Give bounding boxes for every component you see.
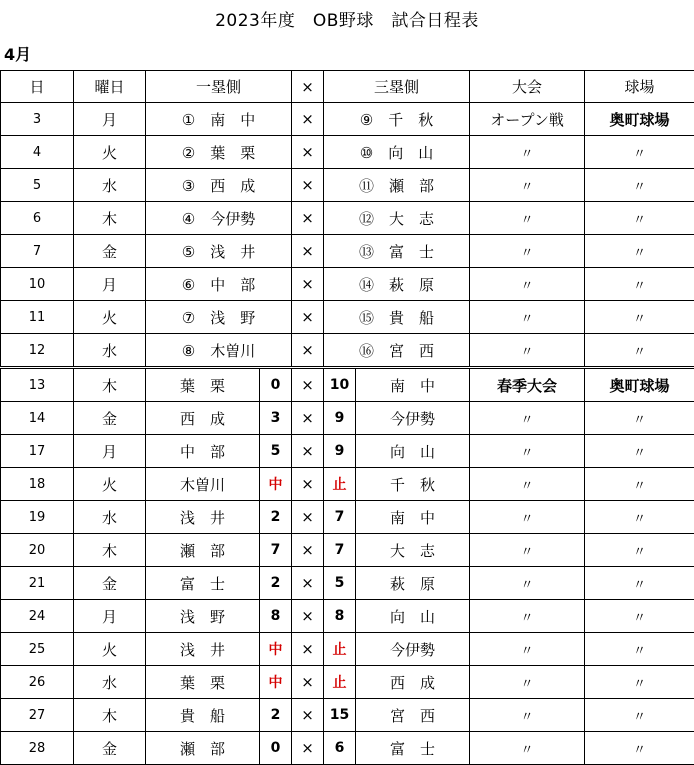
bracket-row	[1, 103, 694, 136]
first-base-score: 0	[260, 732, 292, 765]
first-base-score: 2	[260, 699, 292, 732]
weekday-cell: 月	[74, 435, 146, 468]
stadium-cell: 〃	[585, 699, 694, 732]
vs-mark: ×	[292, 699, 324, 732]
third-base-team: 西 成	[356, 666, 470, 699]
first-base-team: ③ 西 成	[146, 169, 292, 202]
third-base-score: 7	[324, 534, 356, 567]
day-cell: 19	[1, 501, 74, 534]
tournament-cell: 〃	[470, 301, 585, 334]
day-cell: 18	[1, 468, 74, 501]
page-title: 2023年度 OB野球 試合日程表	[0, 6, 694, 31]
first-base-score: 中	[260, 666, 292, 699]
vs-mark: ×	[292, 468, 324, 501]
stadium-cell: 〃	[585, 334, 694, 368]
stadium-cell: 〃	[585, 136, 694, 169]
bracket-row	[1, 301, 694, 334]
day-cell: 4	[1, 136, 74, 169]
header-day: 日	[1, 71, 74, 103]
third-base-score: 5	[324, 567, 356, 600]
first-base-score: 中	[260, 468, 292, 501]
first-base-score: 8	[260, 600, 292, 633]
tournament-cell: 〃	[470, 169, 585, 202]
first-base-team: 瀬 部	[146, 732, 260, 765]
vs-mark: ×	[292, 136, 324, 169]
third-base-team: ⑮ 貴 船	[324, 301, 470, 334]
third-base-team: 富 士	[356, 732, 470, 765]
month-label: 4月	[4, 42, 31, 65]
tournament-cell: 〃	[470, 600, 585, 633]
weekday-cell: 火	[74, 633, 146, 666]
stadium-cell: 〃	[585, 633, 694, 666]
day-cell: 24	[1, 600, 74, 633]
result-row	[1, 732, 694, 765]
weekday-cell: 金	[74, 402, 146, 435]
weekday-cell: 木	[74, 534, 146, 567]
third-base-score: 15	[324, 699, 356, 732]
weekday-cell: 金	[74, 732, 146, 765]
tournament-cell: オープン戦	[470, 103, 585, 136]
weekday-cell: 水	[74, 501, 146, 534]
stadium-cell: 〃	[585, 468, 694, 501]
stadium-cell: 〃	[585, 402, 694, 435]
third-base-team: 向 山	[356, 600, 470, 633]
third-base-score: 6	[324, 732, 356, 765]
day-cell: 13	[1, 368, 74, 402]
day-cell: 21	[1, 567, 74, 600]
stadium-cell: 〃	[585, 202, 694, 235]
tournament-cell: 〃	[470, 567, 585, 600]
result-row	[1, 468, 694, 501]
stadium-cell: 〃	[585, 435, 694, 468]
tournament-cell: 〃	[470, 334, 585, 368]
schedule-table	[0, 70, 694, 765]
third-base-team: 宮 西	[356, 699, 470, 732]
tournament-cell: 〃	[470, 268, 585, 301]
vs-mark: ×	[292, 301, 324, 334]
weekday-cell: 水	[74, 666, 146, 699]
first-base-team: ⑧ 木曽川	[146, 334, 292, 368]
result-row	[1, 402, 694, 435]
bracket-row	[1, 202, 694, 235]
first-base-score: 2	[260, 567, 292, 600]
result-row	[1, 435, 694, 468]
stadium-cell: 奥町球場	[585, 368, 694, 402]
third-base-team: 大 志	[356, 534, 470, 567]
weekday-cell: 月	[74, 600, 146, 633]
third-base-team: ⑯ 宮 西	[324, 334, 470, 368]
vs-mark: ×	[292, 402, 324, 435]
first-base-team: ④ 今伊勢	[146, 202, 292, 235]
first-base-team: 貴 船	[146, 699, 260, 732]
third-base-score: 10	[324, 368, 356, 402]
header-row	[1, 71, 694, 103]
header-vs: ×	[292, 71, 324, 103]
vs-mark: ×	[292, 666, 324, 699]
header-tournament: 大会	[470, 71, 585, 103]
weekday-cell: 火	[74, 468, 146, 501]
first-base-team: 浅 井	[146, 633, 260, 666]
first-base-score: 0	[260, 368, 292, 402]
third-base-team: 千 秋	[356, 468, 470, 501]
weekday-cell: 月	[74, 103, 146, 136]
weekday-cell: 木	[74, 202, 146, 235]
stadium-cell: 〃	[585, 534, 694, 567]
schedule-body	[1, 103, 694, 765]
third-base-team: 南 中	[356, 368, 470, 402]
weekday-cell: 月	[74, 268, 146, 301]
header-first-base: 一塁側	[146, 71, 292, 103]
result-row	[1, 501, 694, 534]
header-weekday: 曜日	[74, 71, 146, 103]
day-cell: 7	[1, 235, 74, 268]
first-base-team: 瀬 部	[146, 534, 260, 567]
vs-mark: ×	[292, 103, 324, 136]
result-row	[1, 633, 694, 666]
stadium-cell: 〃	[585, 268, 694, 301]
vs-mark: ×	[292, 633, 324, 666]
first-base-team: 西 成	[146, 402, 260, 435]
third-base-team: ⑭ 萩 原	[324, 268, 470, 301]
third-base-team: 今伊勢	[356, 633, 470, 666]
third-base-score: 9	[324, 435, 356, 468]
bracket-row	[1, 136, 694, 169]
tournament-cell: 〃	[470, 235, 585, 268]
third-base-team: ⑩ 向 山	[324, 136, 470, 169]
third-base-score: 止	[324, 633, 356, 666]
day-cell: 6	[1, 202, 74, 235]
first-base-score: 3	[260, 402, 292, 435]
vs-mark: ×	[292, 334, 324, 368]
weekday-cell: 火	[74, 301, 146, 334]
tournament-cell: 〃	[470, 666, 585, 699]
tournament-cell: 〃	[470, 202, 585, 235]
header-third-base: 三塁側	[324, 71, 470, 103]
day-cell: 25	[1, 633, 74, 666]
third-base-score: 8	[324, 600, 356, 633]
day-cell: 11	[1, 301, 74, 334]
first-base-team: ⑥ 中 部	[146, 268, 292, 301]
stadium-cell: 〃	[585, 169, 694, 202]
result-row	[1, 368, 694, 402]
first-base-team: 浅 井	[146, 501, 260, 534]
day-cell: 20	[1, 534, 74, 567]
weekday-cell: 金	[74, 567, 146, 600]
third-base-team: 萩 原	[356, 567, 470, 600]
weekday-cell: 金	[74, 235, 146, 268]
vs-mark: ×	[292, 534, 324, 567]
weekday-cell: 木	[74, 699, 146, 732]
third-base-score: 止	[324, 468, 356, 501]
tournament-cell: 〃	[470, 501, 585, 534]
stadium-cell: 〃	[585, 732, 694, 765]
first-base-team: 富 士	[146, 567, 260, 600]
day-cell: 26	[1, 666, 74, 699]
day-cell: 12	[1, 334, 74, 368]
first-base-team: 木曽川	[146, 468, 260, 501]
weekday-cell: 木	[74, 368, 146, 402]
day-cell: 14	[1, 402, 74, 435]
vs-mark: ×	[292, 732, 324, 765]
tournament-cell: 〃	[470, 633, 585, 666]
third-base-team: ⑪ 瀬 部	[324, 169, 470, 202]
first-base-team: 葉 栗	[146, 368, 260, 402]
bracket-row	[1, 334, 694, 368]
vs-mark: ×	[292, 368, 324, 402]
result-row	[1, 699, 694, 732]
tournament-cell: 〃	[470, 732, 585, 765]
first-base-team: 浅 野	[146, 600, 260, 633]
third-base-score: 止	[324, 666, 356, 699]
weekday-cell: 水	[74, 169, 146, 202]
tournament-cell: 〃	[470, 435, 585, 468]
stadium-cell: 〃	[585, 567, 694, 600]
first-base-team: ⑤ 浅 井	[146, 235, 292, 268]
bracket-row	[1, 235, 694, 268]
third-base-team: 南 中	[356, 501, 470, 534]
first-base-score: 2	[260, 501, 292, 534]
vs-mark: ×	[292, 268, 324, 301]
vs-mark: ×	[292, 202, 324, 235]
day-cell: 3	[1, 103, 74, 136]
third-base-team: 向 山	[356, 435, 470, 468]
third-base-score: 7	[324, 501, 356, 534]
vs-mark: ×	[292, 567, 324, 600]
stadium-cell: 〃	[585, 301, 694, 334]
vs-mark: ×	[292, 600, 324, 633]
tournament-cell: 〃	[470, 136, 585, 169]
result-row	[1, 534, 694, 567]
third-base-team: ⑨ 千 秋	[324, 103, 470, 136]
third-base-score: 9	[324, 402, 356, 435]
day-cell: 17	[1, 435, 74, 468]
stadium-cell: 奥町球場	[585, 103, 694, 136]
stadium-cell: 〃	[585, 600, 694, 633]
third-base-team: 今伊勢	[356, 402, 470, 435]
weekday-cell: 火	[74, 136, 146, 169]
weekday-cell: 水	[74, 334, 146, 368]
vs-mark: ×	[292, 235, 324, 268]
tournament-cell: 〃	[470, 534, 585, 567]
header-stadium: 球場	[585, 71, 694, 103]
bracket-row	[1, 268, 694, 301]
vs-mark: ×	[292, 435, 324, 468]
result-row	[1, 567, 694, 600]
vs-mark: ×	[292, 501, 324, 534]
first-base-score: 5	[260, 435, 292, 468]
third-base-team: ⑫ 大 志	[324, 202, 470, 235]
stadium-cell: 〃	[585, 235, 694, 268]
stadium-cell: 〃	[585, 666, 694, 699]
tournament-cell: 〃	[470, 468, 585, 501]
third-base-team: ⑬ 富 士	[324, 235, 470, 268]
vs-mark: ×	[292, 169, 324, 202]
day-cell: 5	[1, 169, 74, 202]
day-cell: 10	[1, 268, 74, 301]
first-base-score: 中	[260, 633, 292, 666]
first-base-team: 葉 栗	[146, 666, 260, 699]
bracket-row	[1, 169, 694, 202]
day-cell: 27	[1, 699, 74, 732]
result-row	[1, 666, 694, 699]
tournament-cell: 春季大会	[470, 368, 585, 402]
first-base-score: 7	[260, 534, 292, 567]
day-cell: 28	[1, 732, 74, 765]
tournament-cell: 〃	[470, 699, 585, 732]
first-base-team: 中 部	[146, 435, 260, 468]
first-base-team: ⑦ 浅 野	[146, 301, 292, 334]
stadium-cell: 〃	[585, 501, 694, 534]
first-base-team: ② 葉 栗	[146, 136, 292, 169]
result-row	[1, 600, 694, 633]
tournament-cell: 〃	[470, 402, 585, 435]
first-base-team: ① 南 中	[146, 103, 292, 136]
